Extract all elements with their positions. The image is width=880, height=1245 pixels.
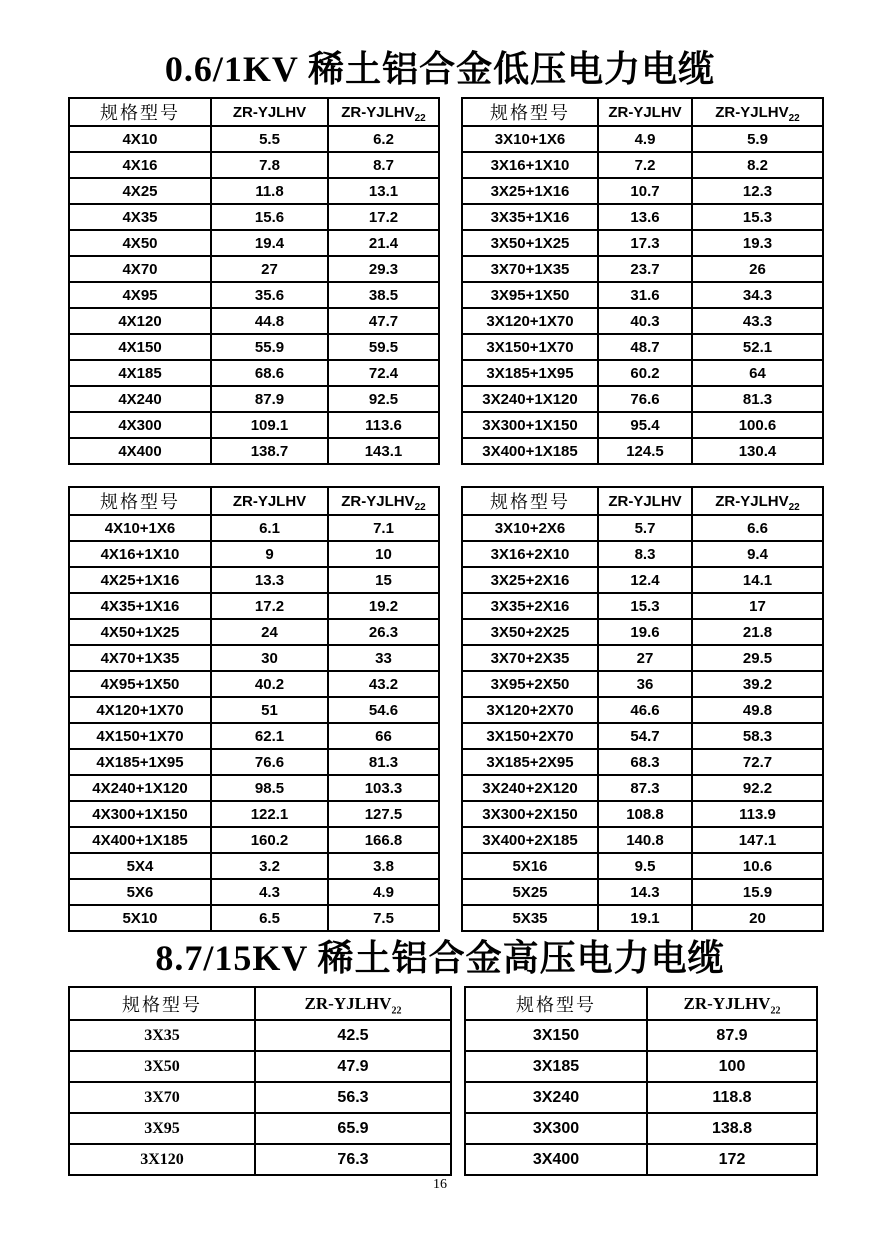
table-cell: 10.6 xyxy=(692,853,823,879)
table-cell: 44.8 xyxy=(211,308,328,334)
table-cell: 4X185+1X95 xyxy=(69,749,211,775)
table-cell: 87.9 xyxy=(211,386,328,412)
table-cell: 47.9 xyxy=(255,1051,451,1082)
table-cell: 3X120+1X70 xyxy=(462,308,598,334)
table-cell: 40.2 xyxy=(211,671,328,697)
table-row xyxy=(462,879,823,905)
table-row xyxy=(462,671,823,697)
table-lv1-right xyxy=(461,97,824,465)
table-cell: 4X25 xyxy=(69,178,211,204)
table-cell: 172 xyxy=(647,1144,817,1175)
table-cell: 3X10+1X6 xyxy=(462,126,598,152)
table-cell: 10.7 xyxy=(598,178,692,204)
table-cell: 4X10 xyxy=(69,126,211,152)
table-row xyxy=(462,697,823,723)
table-cell: 166.8 xyxy=(328,827,439,853)
table-cell: 5X25 xyxy=(462,879,598,905)
table-row xyxy=(462,438,823,464)
table-cell: 13.6 xyxy=(598,204,692,230)
table-cell: 17.3 xyxy=(598,230,692,256)
table-cell: 3X35+2X16 xyxy=(462,593,598,619)
table-cell: 143.1 xyxy=(328,438,439,464)
table-row xyxy=(69,801,439,827)
table-cell: 3X50 xyxy=(69,1051,255,1082)
table-row xyxy=(69,1113,451,1144)
table-row xyxy=(462,749,823,775)
table-cell: 3X35+1X16 xyxy=(462,204,598,230)
table-cell: 5X4 xyxy=(69,853,211,879)
table-row xyxy=(69,697,439,723)
table-header-row xyxy=(69,98,439,126)
table-row xyxy=(465,1113,817,1144)
table-row xyxy=(462,152,823,178)
table-cell: 3X300+2X150 xyxy=(462,801,598,827)
table-cell: 4X300+1X150 xyxy=(69,801,211,827)
table-cell: 19.6 xyxy=(598,619,692,645)
lv-tables-row-2 xyxy=(68,486,880,932)
table-cell: 5.5 xyxy=(211,126,328,152)
table-row xyxy=(462,619,823,645)
table-row xyxy=(462,827,823,853)
table-cell: 9.5 xyxy=(598,853,692,879)
table-cell: 92.5 xyxy=(328,386,439,412)
table-row xyxy=(69,827,439,853)
table-cell: 7.1 xyxy=(328,515,439,541)
table-cell: 51 xyxy=(211,697,328,723)
table-cell: 48.7 xyxy=(598,334,692,360)
table-cell: 127.5 xyxy=(328,801,439,827)
table-cell: 26 xyxy=(692,256,823,282)
table-row xyxy=(462,282,823,308)
table-cell: 5X35 xyxy=(462,905,598,931)
table-cell: 3X240+1X120 xyxy=(462,386,598,412)
table-cell: 5.7 xyxy=(598,515,692,541)
table-cell: 4X185 xyxy=(69,360,211,386)
table-cell: 13.3 xyxy=(211,567,328,593)
table-row xyxy=(462,853,823,879)
table-cell: 4X400 xyxy=(69,438,211,464)
table-row xyxy=(465,1020,817,1051)
table-lv2-left xyxy=(68,486,440,932)
table-cell: 30 xyxy=(211,645,328,671)
table-cell: 4X16+1X10 xyxy=(69,541,211,567)
column-header: 规格型号 xyxy=(462,98,598,126)
column-header: $ZR-YJLHV_{22}$ xyxy=(328,487,439,515)
table-cell: 54.6 xyxy=(328,697,439,723)
hv-tables-row xyxy=(68,986,880,1176)
table-row xyxy=(69,645,439,671)
table-cell: 15.6 xyxy=(211,204,328,230)
table-cell: 24 xyxy=(211,619,328,645)
table-cell: 15.9 xyxy=(692,879,823,905)
table-cell: 31.6 xyxy=(598,282,692,308)
table-row xyxy=(69,775,439,801)
table-cell: 4X300 xyxy=(69,412,211,438)
table-row xyxy=(462,256,823,282)
column-header: 规格型号 xyxy=(69,98,211,126)
table-cell: 4X35+1X16 xyxy=(69,593,211,619)
table-cell: 12.4 xyxy=(598,567,692,593)
table-cell: 34.3 xyxy=(692,282,823,308)
table-cell: 3X120+2X70 xyxy=(462,697,598,723)
table-row xyxy=(462,360,823,386)
table-hv-left xyxy=(68,986,452,1176)
table-cell: 3X120 xyxy=(69,1144,255,1175)
table-cell: 68.3 xyxy=(598,749,692,775)
table-cell: 3X10+2X6 xyxy=(462,515,598,541)
table-cell: 15.3 xyxy=(598,593,692,619)
table-row xyxy=(69,905,439,931)
table-row xyxy=(69,152,439,178)
table-cell: 9.4 xyxy=(692,541,823,567)
table-cell: 68.6 xyxy=(211,360,328,386)
table-cell: 21.4 xyxy=(328,230,439,256)
table-cell: 26.3 xyxy=(328,619,439,645)
table-cell: 87.9 xyxy=(647,1020,817,1051)
section-title-low-voltage: 0.6/1KV 稀土铝合金低压电力电缆 xyxy=(164,49,716,89)
table-row xyxy=(69,438,439,464)
table-row xyxy=(69,567,439,593)
table-cell: 6.6 xyxy=(692,515,823,541)
table-row xyxy=(462,126,823,152)
column-header: ZR-YJLHV xyxy=(598,487,692,515)
table-cell: 108.8 xyxy=(598,801,692,827)
table-cell: 12.3 xyxy=(692,178,823,204)
table-cell: 3X50+2X25 xyxy=(462,619,598,645)
table-row xyxy=(462,567,823,593)
table-cell: 3X16+2X10 xyxy=(462,541,598,567)
table-cell: 14.3 xyxy=(598,879,692,905)
table-cell: 39.2 xyxy=(692,671,823,697)
table-cell: 3X95+2X50 xyxy=(462,671,598,697)
table-cell: 3X50+1X25 xyxy=(462,230,598,256)
table-cell: 4X240 xyxy=(69,386,211,412)
column-header: $ZR-YJLHV_{22}$ xyxy=(255,987,451,1020)
table-cell: 4X150 xyxy=(69,334,211,360)
table-cell: 17.2 xyxy=(211,593,328,619)
column-header: $ZR-YJLHV_{22}$ xyxy=(328,98,439,126)
table-cell: 4X25+1X16 xyxy=(69,567,211,593)
table-cell: 43.3 xyxy=(692,308,823,334)
table-row xyxy=(69,541,439,567)
table-cell: 40.3 xyxy=(598,308,692,334)
table-row xyxy=(69,515,439,541)
table-header-row xyxy=(462,98,823,126)
table-row xyxy=(462,905,823,931)
column-header: $ZR-YJLHV_{22}$ xyxy=(692,98,823,126)
table-cell: 4.9 xyxy=(598,126,692,152)
table-cell: 4.3 xyxy=(211,879,328,905)
table-cell: 43.2 xyxy=(328,671,439,697)
table-row xyxy=(69,230,439,256)
table-cell: 3X70 xyxy=(69,1082,255,1113)
table-cell: 38.5 xyxy=(328,282,439,308)
table-row xyxy=(462,334,823,360)
table-row xyxy=(465,1082,817,1113)
column-header: ZR-YJLHV xyxy=(598,98,692,126)
table-row xyxy=(462,178,823,204)
table-cell: 17 xyxy=(692,593,823,619)
table-row xyxy=(462,593,823,619)
table-cell: 66 xyxy=(328,723,439,749)
table-cell: 3X185+1X95 xyxy=(462,360,598,386)
table-cell: 19.1 xyxy=(598,905,692,931)
table-cell: 27 xyxy=(598,645,692,671)
table-cell: 3X70+1X35 xyxy=(462,256,598,282)
table-row xyxy=(69,1082,451,1113)
table-row xyxy=(69,853,439,879)
table-cell: 29.3 xyxy=(328,256,439,282)
table-cell: 4X16 xyxy=(69,152,211,178)
table-cell: 65.9 xyxy=(255,1113,451,1144)
table-cell: 4X50+1X25 xyxy=(69,619,211,645)
table-row xyxy=(462,541,823,567)
table-cell: 160.2 xyxy=(211,827,328,853)
table-row xyxy=(69,178,439,204)
table-cell: 54.7 xyxy=(598,723,692,749)
column-header: 规格型号 xyxy=(69,987,255,1020)
table-cell: 4X95+1X50 xyxy=(69,671,211,697)
table-row xyxy=(69,749,439,775)
table-cell: 3X240+2X120 xyxy=(462,775,598,801)
table-cell: 130.4 xyxy=(692,438,823,464)
table-row xyxy=(69,671,439,697)
table-cell: 58.3 xyxy=(692,723,823,749)
table-row xyxy=(462,515,823,541)
table-cell: 3X25+1X16 xyxy=(462,178,598,204)
column-header: $ZR-YJLHV_{22}$ xyxy=(692,487,823,515)
table-cell: 19.3 xyxy=(692,230,823,256)
table-cell: 8.2 xyxy=(692,152,823,178)
table-cell: 21.8 xyxy=(692,619,823,645)
table-cell: 36 xyxy=(598,671,692,697)
table-cell: 138.8 xyxy=(647,1113,817,1144)
table-cell: 15 xyxy=(328,567,439,593)
table-row xyxy=(69,1144,451,1175)
table-cell: 3X16+1X10 xyxy=(462,152,598,178)
table-cell: 3X70+2X35 xyxy=(462,645,598,671)
section-title-high-voltage: 8.7/15KV 稀土铝合金高压电力电缆 xyxy=(155,938,725,978)
table-cell: 72.4 xyxy=(328,360,439,386)
table-cell: 103.3 xyxy=(328,775,439,801)
table-hv-right xyxy=(464,986,818,1176)
table-cell: 7.8 xyxy=(211,152,328,178)
table-row xyxy=(69,308,439,334)
table-cell: 8.3 xyxy=(598,541,692,567)
table-cell: 72.7 xyxy=(692,749,823,775)
table-cell: 5.9 xyxy=(692,126,823,152)
table-cell: 3X185 xyxy=(465,1051,647,1082)
table-cell: 20 xyxy=(692,905,823,931)
table-cell: 27 xyxy=(211,256,328,282)
table-row xyxy=(69,334,439,360)
table-cell: 98.5 xyxy=(211,775,328,801)
table-row xyxy=(69,723,439,749)
table-cell: 3X35 xyxy=(69,1020,255,1051)
table-cell: 35.6 xyxy=(211,282,328,308)
table-cell: 3.8 xyxy=(328,853,439,879)
table-cell: 4.9 xyxy=(328,879,439,905)
table-cell: 46.6 xyxy=(598,697,692,723)
table-cell: 6.1 xyxy=(211,515,328,541)
table-cell: 3X400 xyxy=(465,1144,647,1175)
table-cell: 3X150 xyxy=(465,1020,647,1051)
table-cell: 55.9 xyxy=(211,334,328,360)
table-cell: 147.1 xyxy=(692,827,823,853)
column-header: $ZR-YJLHV_{22}$ xyxy=(647,987,817,1020)
table-cell: 140.8 xyxy=(598,827,692,853)
table-cell: 29.5 xyxy=(692,645,823,671)
table-cell: 19.2 xyxy=(328,593,439,619)
table-cell: 3X400+1X185 xyxy=(462,438,598,464)
table-cell: 124.5 xyxy=(598,438,692,464)
table-cell: 64 xyxy=(692,360,823,386)
table-cell: 4X95 xyxy=(69,282,211,308)
table-row xyxy=(462,775,823,801)
table-cell: 13.1 xyxy=(328,178,439,204)
table-header-row xyxy=(462,487,823,515)
table-cell: 33 xyxy=(328,645,439,671)
table-cell: 5X10 xyxy=(69,905,211,931)
table-cell: 17.2 xyxy=(328,204,439,230)
table-cell: 3X400+2X185 xyxy=(462,827,598,853)
table-lv1-left xyxy=(68,97,440,465)
table-cell: 138.7 xyxy=(211,438,328,464)
table-row xyxy=(69,204,439,230)
table-row xyxy=(69,1051,451,1082)
table-row xyxy=(69,879,439,905)
table-row xyxy=(465,1144,817,1175)
column-header: ZR-YJLHV xyxy=(211,487,328,515)
table-cell: 3X95 xyxy=(69,1113,255,1144)
table-lv2-right xyxy=(461,486,824,932)
table-cell: 122.1 xyxy=(211,801,328,827)
table-cell: 15.3 xyxy=(692,204,823,230)
table-header-row xyxy=(69,987,451,1020)
column-header: ZR-YJLHV xyxy=(211,98,328,126)
table-row xyxy=(465,1051,817,1082)
table-cell: 3X95+1X50 xyxy=(462,282,598,308)
table-cell: 5X6 xyxy=(69,879,211,905)
table-row xyxy=(69,126,439,152)
table-row xyxy=(462,412,823,438)
table-cell: 4X50 xyxy=(69,230,211,256)
table-row xyxy=(462,801,823,827)
table-cell: 113.9 xyxy=(692,801,823,827)
table-cell: 113.6 xyxy=(328,412,439,438)
table-cell: 4X120 xyxy=(69,308,211,334)
table-row xyxy=(69,360,439,386)
table-cell: 3X300+1X150 xyxy=(462,412,598,438)
table-cell: 3X150+2X70 xyxy=(462,723,598,749)
table-cell: 9 xyxy=(211,541,328,567)
table-cell: 76.6 xyxy=(598,386,692,412)
table-cell: 59.5 xyxy=(328,334,439,360)
table-cell: 4X150+1X70 xyxy=(69,723,211,749)
table-cell: 95.4 xyxy=(598,412,692,438)
table-header-row xyxy=(465,987,817,1020)
table-cell: 100.6 xyxy=(692,412,823,438)
table-row xyxy=(69,619,439,645)
table-cell: 10 xyxy=(328,541,439,567)
table-cell: 4X35 xyxy=(69,204,211,230)
table-cell: 4X240+1X120 xyxy=(69,775,211,801)
table-row xyxy=(462,308,823,334)
table-cell: 47.7 xyxy=(328,308,439,334)
table-cell: 3X185+2X95 xyxy=(462,749,598,775)
table-row xyxy=(69,1020,451,1051)
table-cell: 76.3 xyxy=(255,1144,451,1175)
table-row xyxy=(69,256,439,282)
table-cell: 3X300 xyxy=(465,1113,647,1144)
table-cell: 42.5 xyxy=(255,1020,451,1051)
table-cell: 23.7 xyxy=(598,256,692,282)
table-cell: 11.8 xyxy=(211,178,328,204)
table-cell: 4X400+1X185 xyxy=(69,827,211,853)
table-cell: 60.2 xyxy=(598,360,692,386)
table-cell: 76.6 xyxy=(211,749,328,775)
table-cell: 7.2 xyxy=(598,152,692,178)
table-cell: 49.8 xyxy=(692,697,823,723)
table-cell: 81.3 xyxy=(328,749,439,775)
table-cell: 3.2 xyxy=(211,853,328,879)
table-cell: 87.3 xyxy=(598,775,692,801)
table-cell: 4X120+1X70 xyxy=(69,697,211,723)
table-row xyxy=(69,593,439,619)
table-cell: 6.5 xyxy=(211,905,328,931)
table-cell: 118.8 xyxy=(647,1082,817,1113)
table-row xyxy=(462,723,823,749)
table-row xyxy=(69,412,439,438)
column-header: 规格型号 xyxy=(465,987,647,1020)
lv-tables-row-1 xyxy=(68,97,880,465)
table-cell: 3X25+2X16 xyxy=(462,567,598,593)
table-cell: 56.3 xyxy=(255,1082,451,1113)
column-header: 规格型号 xyxy=(69,487,211,515)
table-row xyxy=(462,204,823,230)
table-cell: 52.1 xyxy=(692,334,823,360)
table-header-row xyxy=(69,487,439,515)
table-row xyxy=(69,282,439,308)
table-cell: 62.1 xyxy=(211,723,328,749)
table-row xyxy=(462,386,823,412)
table-row xyxy=(462,230,823,256)
table-cell: 19.4 xyxy=(211,230,328,256)
page-number: 16 xyxy=(433,1177,447,1192)
table-row xyxy=(462,645,823,671)
table-cell: 100 xyxy=(647,1051,817,1082)
table-cell: 4X70 xyxy=(69,256,211,282)
table-cell: 92.2 xyxy=(692,775,823,801)
table-cell: 14.1 xyxy=(692,567,823,593)
table-cell: 8.7 xyxy=(328,152,439,178)
table-row xyxy=(69,386,439,412)
table-cell: 7.5 xyxy=(328,905,439,931)
table-cell: 6.2 xyxy=(328,126,439,152)
column-header: 规格型号 xyxy=(462,487,598,515)
table-cell: 109.1 xyxy=(211,412,328,438)
table-cell: 3X150+1X70 xyxy=(462,334,598,360)
table-cell: 5X16 xyxy=(462,853,598,879)
table-cell: 3X240 xyxy=(465,1082,647,1113)
table-cell: 4X10+1X6 xyxy=(69,515,211,541)
table-cell: 81.3 xyxy=(692,386,823,412)
table-cell: 4X70+1X35 xyxy=(69,645,211,671)
